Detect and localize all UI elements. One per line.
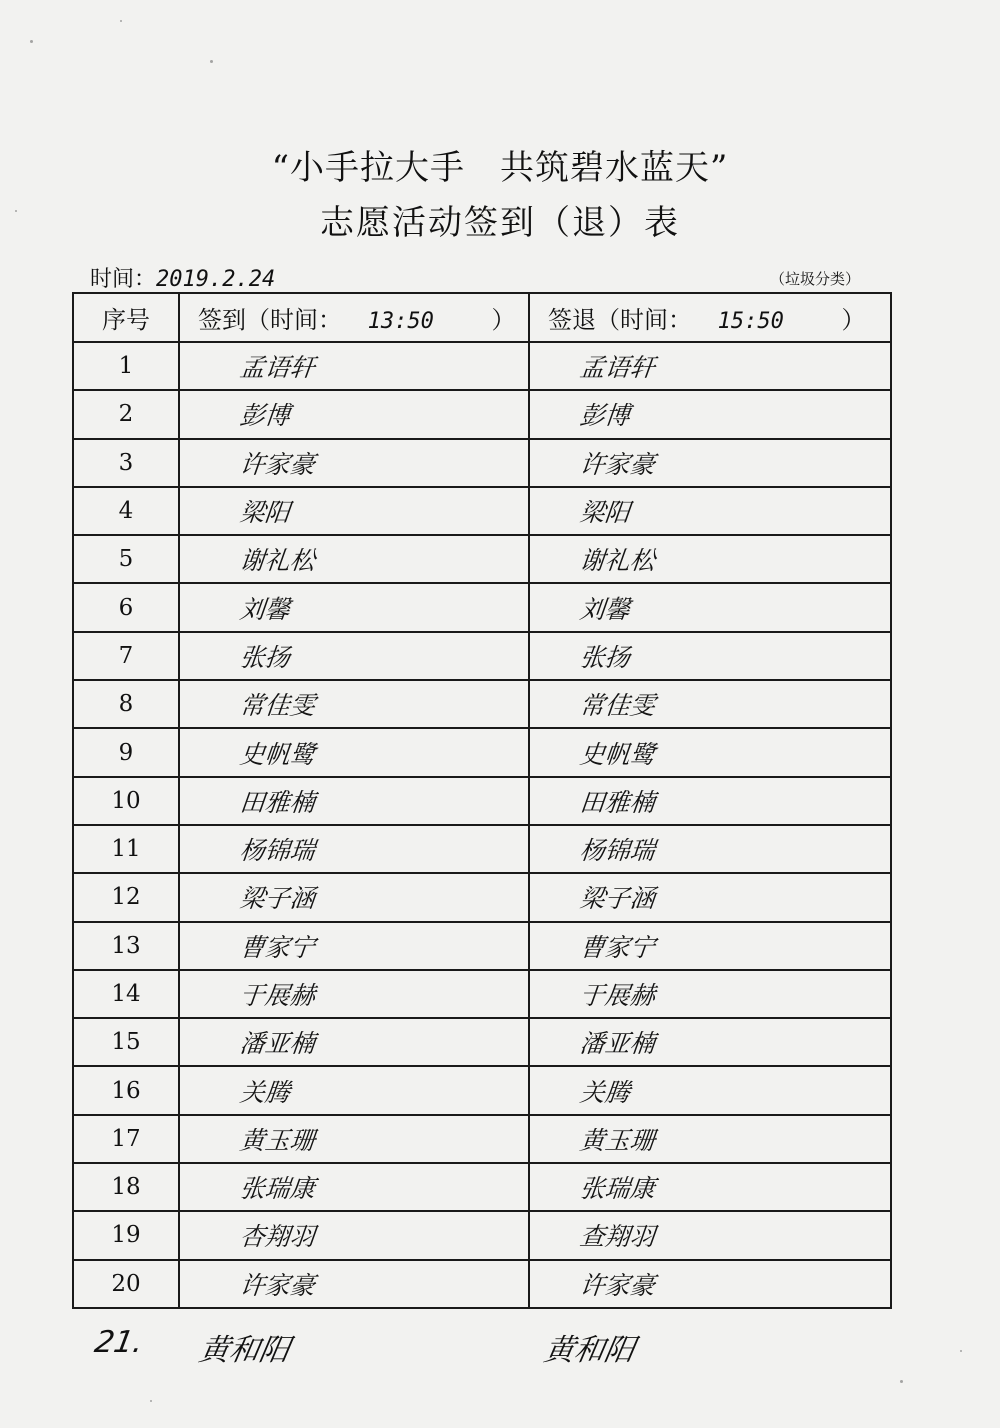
table-row bbox=[73, 922, 891, 970]
row-number: 11 bbox=[73, 825, 179, 873]
signin-cell bbox=[179, 1115, 529, 1163]
table-row bbox=[73, 1018, 891, 1066]
signout-cell bbox=[529, 583, 891, 631]
signout-signature: 张扬 bbox=[578, 642, 632, 672]
row-number: 9 bbox=[73, 728, 179, 776]
signout-signature: 刘馨 bbox=[578, 594, 632, 624]
signin-signature: 杨锦瑞 bbox=[238, 836, 317, 866]
signout-cell bbox=[529, 825, 891, 873]
signout-signature: 梁阳 bbox=[578, 498, 632, 528]
signout-cell bbox=[529, 1163, 891, 1211]
signout-signature: 张瑞康 bbox=[578, 1174, 657, 1204]
signin-cell bbox=[179, 1163, 529, 1211]
extra-row-number: 21. bbox=[91, 1325, 146, 1360]
signin-signature: 关腾 bbox=[238, 1077, 292, 1107]
row-number: 4 bbox=[73, 487, 179, 535]
signin-signature: 刘馨 bbox=[238, 594, 292, 624]
table-row bbox=[73, 583, 891, 631]
signout-signature: 梁子涵 bbox=[578, 884, 657, 914]
signin-cell bbox=[179, 777, 529, 825]
extra-row-signout: 黄和阳 bbox=[541, 1333, 638, 1368]
signout-cell bbox=[529, 922, 891, 970]
signout-signature: 许家豪 bbox=[578, 1270, 657, 1300]
signout-cell bbox=[529, 390, 891, 438]
row-number: 1 bbox=[73, 342, 179, 390]
table-row bbox=[73, 825, 891, 873]
table-row bbox=[73, 777, 891, 825]
scan-speck bbox=[900, 1380, 903, 1383]
scan-speck bbox=[960, 1350, 962, 1352]
signin-signature: 常佳雯 bbox=[238, 691, 317, 721]
signin-cell bbox=[179, 1260, 529, 1308]
header-signin bbox=[179, 293, 529, 342]
signout-signature: 许家豪 bbox=[578, 449, 657, 479]
signout-cell bbox=[529, 1066, 891, 1114]
signin-signature: 梁子涵 bbox=[238, 884, 317, 914]
table-row bbox=[73, 1066, 891, 1114]
table-row bbox=[73, 342, 891, 390]
signout-cell bbox=[529, 728, 891, 776]
signout-signature: 杨锦瑞 bbox=[578, 836, 657, 866]
row-number: 3 bbox=[73, 439, 179, 487]
signout-signature: 潘亚楠 bbox=[578, 1029, 657, 1059]
row-number: 15 bbox=[73, 1018, 179, 1066]
signin-signature: 田雅楠 bbox=[238, 787, 317, 817]
signin-cell bbox=[179, 1066, 529, 1114]
signout-cell bbox=[529, 970, 891, 1018]
signin-cell bbox=[179, 825, 529, 873]
signin-signature: 许家豪 bbox=[238, 449, 317, 479]
row-number: 8 bbox=[73, 680, 179, 728]
signin-signature: 孟语轩 bbox=[238, 353, 317, 383]
signin-cell bbox=[179, 390, 529, 438]
signin-signature: 谢礼松 bbox=[238, 546, 317, 576]
signin-signature: 梁阳 bbox=[238, 498, 292, 528]
signout-cell bbox=[529, 632, 891, 680]
signin-cell bbox=[179, 439, 529, 487]
signout-signature: 史帆鹭 bbox=[578, 739, 657, 769]
signin-cell bbox=[179, 922, 529, 970]
signout-signature: 田雅楠 bbox=[578, 787, 657, 817]
extra-row-signin: 黄和阳 bbox=[196, 1333, 293, 1368]
table-row bbox=[73, 680, 891, 728]
date-label: 时间： bbox=[90, 267, 157, 292]
signin-cell bbox=[179, 1018, 529, 1066]
signout-cell bbox=[529, 873, 891, 921]
table-row bbox=[73, 970, 891, 1018]
table-row bbox=[73, 1115, 891, 1163]
title-line-1: “小手拉大手 共筑碧水蓝天” bbox=[271, 148, 729, 188]
date-value: 2019.2.24 bbox=[156, 267, 276, 292]
table-row bbox=[73, 1163, 891, 1211]
signout-signature: 孟语轩 bbox=[578, 353, 657, 383]
row-number: 16 bbox=[73, 1066, 179, 1114]
header-signin-close: ） bbox=[491, 306, 516, 334]
scan-speck bbox=[120, 20, 122, 22]
scan-speck bbox=[150, 1400, 152, 1402]
row-number: 6 bbox=[73, 583, 179, 631]
row-number: 12 bbox=[73, 873, 179, 921]
table-row bbox=[73, 1211, 891, 1259]
signin-cell bbox=[179, 680, 529, 728]
signin-signature: 彭博 bbox=[238, 401, 292, 431]
signin-signature: 杏翔羽 bbox=[238, 1222, 317, 1252]
signout-cell bbox=[529, 1260, 891, 1308]
signout-cell bbox=[529, 1115, 891, 1163]
signin-cell bbox=[179, 728, 529, 776]
signin-cell bbox=[179, 632, 529, 680]
signout-cell bbox=[529, 1018, 891, 1066]
signout-cell bbox=[529, 535, 891, 583]
signout-cell bbox=[529, 439, 891, 487]
signout-cell bbox=[529, 777, 891, 825]
signin-signature: 黄玉珊 bbox=[238, 1125, 317, 1155]
header-signin-time: 13:50 bbox=[367, 309, 434, 334]
signin-signature: 曹家宁 bbox=[238, 932, 317, 962]
row-number: 5 bbox=[73, 535, 179, 583]
signout-signature: 常佳雯 bbox=[578, 691, 657, 721]
signout-signature: 谢礼松 bbox=[578, 546, 657, 576]
signout-signature: 曹家宁 bbox=[578, 932, 657, 962]
row-number: 17 bbox=[73, 1115, 179, 1163]
signin-cell bbox=[179, 873, 529, 921]
row-number: 20 bbox=[73, 1260, 179, 1308]
signout-signature: 查翔羽 bbox=[578, 1222, 657, 1252]
row-number: 19 bbox=[73, 1211, 179, 1259]
header-signout-close: ） bbox=[841, 306, 866, 334]
category-label: （垃圾分类） bbox=[770, 270, 861, 288]
signin-cell bbox=[179, 535, 529, 583]
table-row bbox=[73, 1260, 891, 1308]
row-number: 18 bbox=[73, 1163, 179, 1211]
table-row bbox=[73, 632, 891, 680]
scan-speck bbox=[30, 40, 33, 43]
header-signin-prefix: 签到（时间： bbox=[198, 306, 342, 334]
table-row bbox=[73, 728, 891, 776]
signin-signature: 潘亚楠 bbox=[238, 1029, 317, 1059]
signout-cell bbox=[529, 1211, 891, 1259]
signout-cell bbox=[529, 487, 891, 535]
header-number: 序号 bbox=[73, 293, 179, 342]
signin-signature: 张扬 bbox=[238, 642, 292, 672]
signin-signature: 张瑞康 bbox=[238, 1174, 317, 1204]
title-line-2: 志愿活动签到（退）表 bbox=[320, 203, 680, 243]
header-signout bbox=[529, 293, 891, 342]
row-number: 13 bbox=[73, 922, 179, 970]
signin-cell bbox=[179, 970, 529, 1018]
signout-cell bbox=[529, 680, 891, 728]
signout-signature: 黄玉珊 bbox=[578, 1125, 657, 1155]
signout-signature: 关腾 bbox=[578, 1077, 632, 1107]
signin-signature: 许家豪 bbox=[238, 1270, 317, 1300]
header-signout-time: 15:50 bbox=[717, 309, 784, 334]
header-row bbox=[73, 293, 891, 342]
signin-cell bbox=[179, 583, 529, 631]
signout-cell bbox=[529, 342, 891, 390]
signin-cell bbox=[179, 487, 529, 535]
table-row bbox=[73, 439, 891, 487]
table-row bbox=[73, 873, 891, 921]
signin-signature: 于展赫 bbox=[238, 981, 317, 1010]
signin-signature: 史帆鹭 bbox=[238, 739, 317, 769]
row-number: 10 bbox=[73, 777, 179, 825]
signin-cell bbox=[179, 1211, 529, 1259]
date-field bbox=[90, 262, 275, 293]
row-number: 7 bbox=[73, 632, 179, 680]
header-signout-prefix: 签退（时间： bbox=[548, 306, 692, 334]
table-row bbox=[73, 390, 891, 438]
scan-speck bbox=[210, 60, 213, 63]
row-number: 14 bbox=[73, 970, 179, 1018]
signout-signature: 于展赫 bbox=[578, 981, 657, 1010]
table-row bbox=[73, 487, 891, 535]
signout-signature: 彭博 bbox=[578, 401, 632, 431]
signin-cell bbox=[179, 342, 529, 390]
signin-table bbox=[72, 292, 892, 1309]
table-row bbox=[73, 535, 891, 583]
row-number: 2 bbox=[73, 390, 179, 438]
